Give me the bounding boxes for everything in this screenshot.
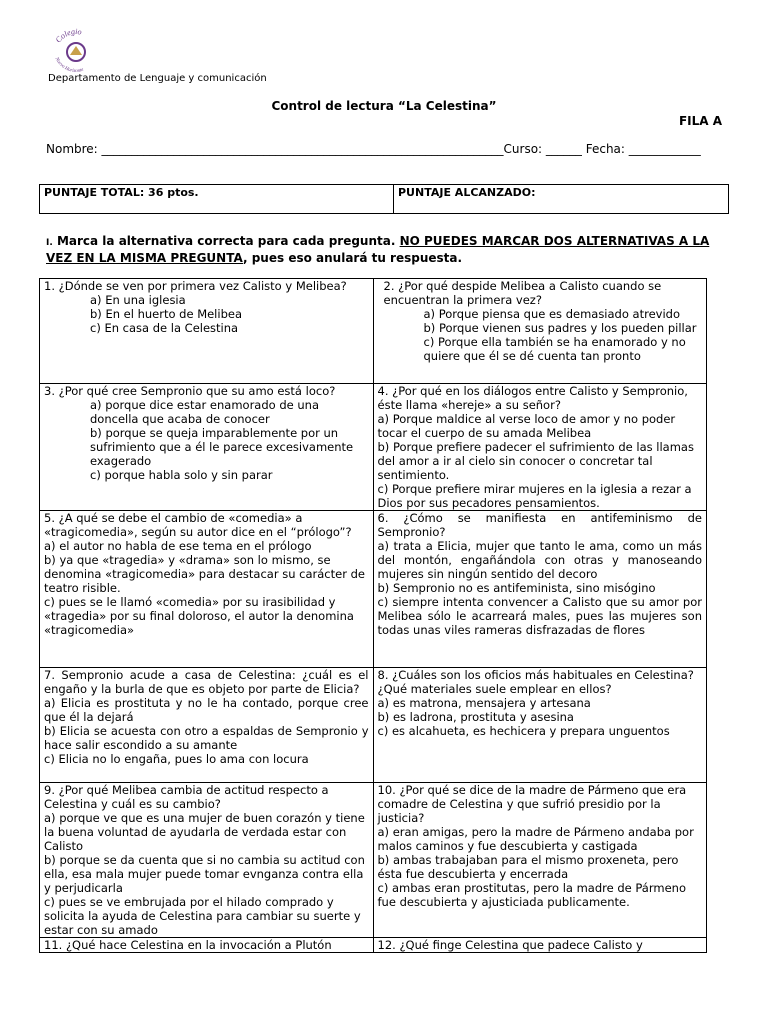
option-a[interactable]: a) porque dice estar enamorado de una doncella que acaba de conocer <box>90 398 319 426</box>
option-b[interactable]: b) Elicia se acuesta con otro a espaldas de Sempronio y hace salir escondido a su amante <box>44 724 369 752</box>
table-row <box>40 511 707 668</box>
question-cell <box>373 511 707 668</box>
question-text: 10. ¿Por qué se dice de la madre de Pármeno que era comadre de Celestina y que sufrió presidio por la justicia? <box>377 783 687 825</box>
question-cell <box>40 384 374 511</box>
questions-table <box>39 278 707 953</box>
option-a[interactable]: a) eran amigas, pero la madre de Pármeno andaba por malos caminos y fue descubierta y castigada <box>377 825 694 853</box>
option-a[interactable]: a) es matrona, mensajera y artesana <box>377 696 591 710</box>
option-c[interactable]: c) siempre intenta convencer a Calisto que su amor por Melibea sólo le acarreará males, pues las mujeres son todas unas viles rameras disfrazadas de flores <box>377 595 702 637</box>
instructions <box>46 234 726 266</box>
instructions-tail: , pues eso anulará tu respuesta. <box>242 251 463 265</box>
logo-text-top: Colegio <box>53 28 83 45</box>
option-b[interactable]: b) Porque prefiere padecer el sufrimiento de las llamas del amor a ir al cielo sin conocer o concretar tal sentimiento. <box>377 440 694 482</box>
option-c[interactable]: c) pues se le llamó «comedia» por su irasibilidad y «tragedia» por su final doloroso, el autor la denomina «tragicomedia» <box>44 595 354 637</box>
table-row <box>40 668 707 783</box>
option-c[interactable]: c) porque habla solo y sin parar <box>90 468 273 482</box>
question-text: 4. ¿Por qué en los diálogos entre Calisto y Sempronio, éste llama «hereje» a su señor? <box>377 384 688 412</box>
table-row <box>40 384 707 511</box>
question-cell <box>373 384 707 511</box>
logo-text-bottom: Nuevo Horizonte <box>53 56 85 74</box>
question-cell <box>373 783 707 938</box>
option-a[interactable]: a) el autor no habla de ese tema en el prólogo <box>44 539 312 553</box>
question-text: 5. ¿A qué se debe el cambio de «comedia» a «tragicomedia», según su autor dice en el “prólogo”? <box>44 511 352 539</box>
option-c[interactable]: c) En casa de la Celestina <box>90 321 239 335</box>
instructions-warning: NO PUEDES MARCAR DOS ALTERNATIVAS A LA VEZ EN LA MISMA PREGUNTA <box>46 234 710 265</box>
question-text: 1. ¿Dónde se ven por primera vez Calisto y Melibea? <box>44 279 347 293</box>
option-c[interactable]: c) Porque prefiere mirar mujeres en la iglesia a rezar a Dios por sus pecadores pensamientos. <box>377 482 692 510</box>
table-row <box>40 279 707 384</box>
option-a[interactable]: a) Porque maldice al verse loco de amor y no poder tocar el cuerpo de su amada Melibea <box>377 412 676 440</box>
score-box <box>39 184 729 214</box>
question-text: 6. ¿Cómo se manifiesta en antifeminismo de Sempronio? <box>377 511 702 539</box>
question-text: 11. ¿Qué hace Celestina en la invocación a Plutón <box>44 938 332 952</box>
option-c[interactable]: c) es alcahueta, es hechicera y prepara unguentos <box>377 724 670 738</box>
option-b[interactable]: b) es ladrona, prostituta y asesina <box>377 710 574 724</box>
option-c[interactable]: c) Porque ella también se ha enamorado y no quiere que él se dé cuenta tan pronto <box>423 335 686 363</box>
question-cell <box>40 511 374 668</box>
school-logo <box>48 28 104 74</box>
svg-text:Colegio <box>54 28 83 44</box>
department-label: Departamento de Lenguaje y comunicación <box>48 73 267 84</box>
option-a[interactable]: a) En una iglesia <box>90 293 186 307</box>
question-cell <box>373 279 707 384</box>
option-c[interactable]: c) Elicia no lo engaña, pues lo ama con locura <box>44 752 309 766</box>
option-a[interactable]: a) porque ve que es una mujer de buen corazón y tiene la buena voluntad de ayudarla de verdada estar con Calisto <box>44 811 365 853</box>
option-a[interactable]: a) trata a Elicia, mujer que tanto le ama, como un más del montón, engañándola con otras y manoseando mujeres sin ningún sentido del decoro <box>377 539 702 581</box>
option-b[interactable]: b) ambas trabajaban para el mismo proxeneta, pero ésta fue descubierta y encerrada <box>377 853 679 881</box>
question-cell <box>373 668 707 783</box>
option-b[interactable]: b) porque se da cuenta que si no cambia su actitud con ella, esa mala mujer puede tomar evnganza contra ella y perjudicarla <box>44 853 365 895</box>
option-b[interactable]: b) porque se queja imparablemente por un sufrimiento que a él le parece excesivamente exagerado <box>90 426 354 468</box>
fila-label: FILA A <box>678 114 722 128</box>
option-c[interactable]: c) ambas eran prostitutas, pero la madre de Pármeno fue descubierta y ajusticiada publicamente. <box>377 881 686 909</box>
question-cell <box>40 783 374 938</box>
option-b[interactable]: b) En el huerto de Melibea <box>90 307 242 321</box>
question-text: 2. ¿Por qué despide Melibea a Calisto cuando se encuentran la primera vez? <box>383 279 662 307</box>
option-b[interactable]: b) Sempronio no es antifeminista, sino misógino <box>377 581 656 595</box>
table-row <box>40 938 707 953</box>
option-a[interactable]: a) Porque piensa que es demasiado atrevido <box>423 307 680 321</box>
question-cell <box>40 279 374 384</box>
question-cell <box>40 938 374 953</box>
document-title: Control de lectura “La Celestina” <box>271 99 497 113</box>
option-b[interactable]: b) Porque vienen sus padres y los pueden pillar <box>423 321 697 335</box>
option-b[interactable]: b) ya que «tragedia» y «drama» son lo mismo, se denomina «tragicomedia» para destacar su carácter de teatro risible. <box>44 553 365 595</box>
total-score: PUNTAJE TOTAL: 36 ptos. <box>40 185 394 213</box>
question-text: 7. Sempronio acude a casa de Celestina: ¿cuál es el engaño y la burla de que es objeto por parte de Elicia? <box>44 668 369 696</box>
achieved-score[interactable]: PUNTAJE ALCANZADO: <box>398 186 536 199</box>
student-info-line[interactable]: Nombre: ___________________________________________________________________Curso: ______ Fecha: ____________ <box>46 142 701 156</box>
question-text: 9. ¿Por qué Melibea cambia de actitud respecto a Celestina y cuál es su cambio? <box>44 783 329 811</box>
instructions-text: Marca la alternativa correcta para cada pregunta. <box>52 234 400 248</box>
option-a[interactable]: a) Elicia es prostituta y no le ha contado, porque cree que él la dejará <box>44 696 369 724</box>
question-cell <box>40 668 374 783</box>
question-text: 8. ¿Cuáles son los oficios más habituales en Celestina? ¿Qué materiales suele emplear en ellos? <box>377 668 694 696</box>
question-text: 3. ¿Por qué cree Sempronio que su amo está loco? <box>44 384 336 398</box>
question-cell <box>373 938 707 953</box>
table-row <box>40 783 707 938</box>
section-numeral: I. <box>46 238 53 248</box>
option-c[interactable]: c) pues se ve embrujada por el hilado comprado y solicita la ayuda de Celestina para cambiar su suerte y estar con su amado <box>44 895 361 937</box>
question-text: 12. ¿Qué finge Celestina que padece Calisto y <box>377 938 643 952</box>
